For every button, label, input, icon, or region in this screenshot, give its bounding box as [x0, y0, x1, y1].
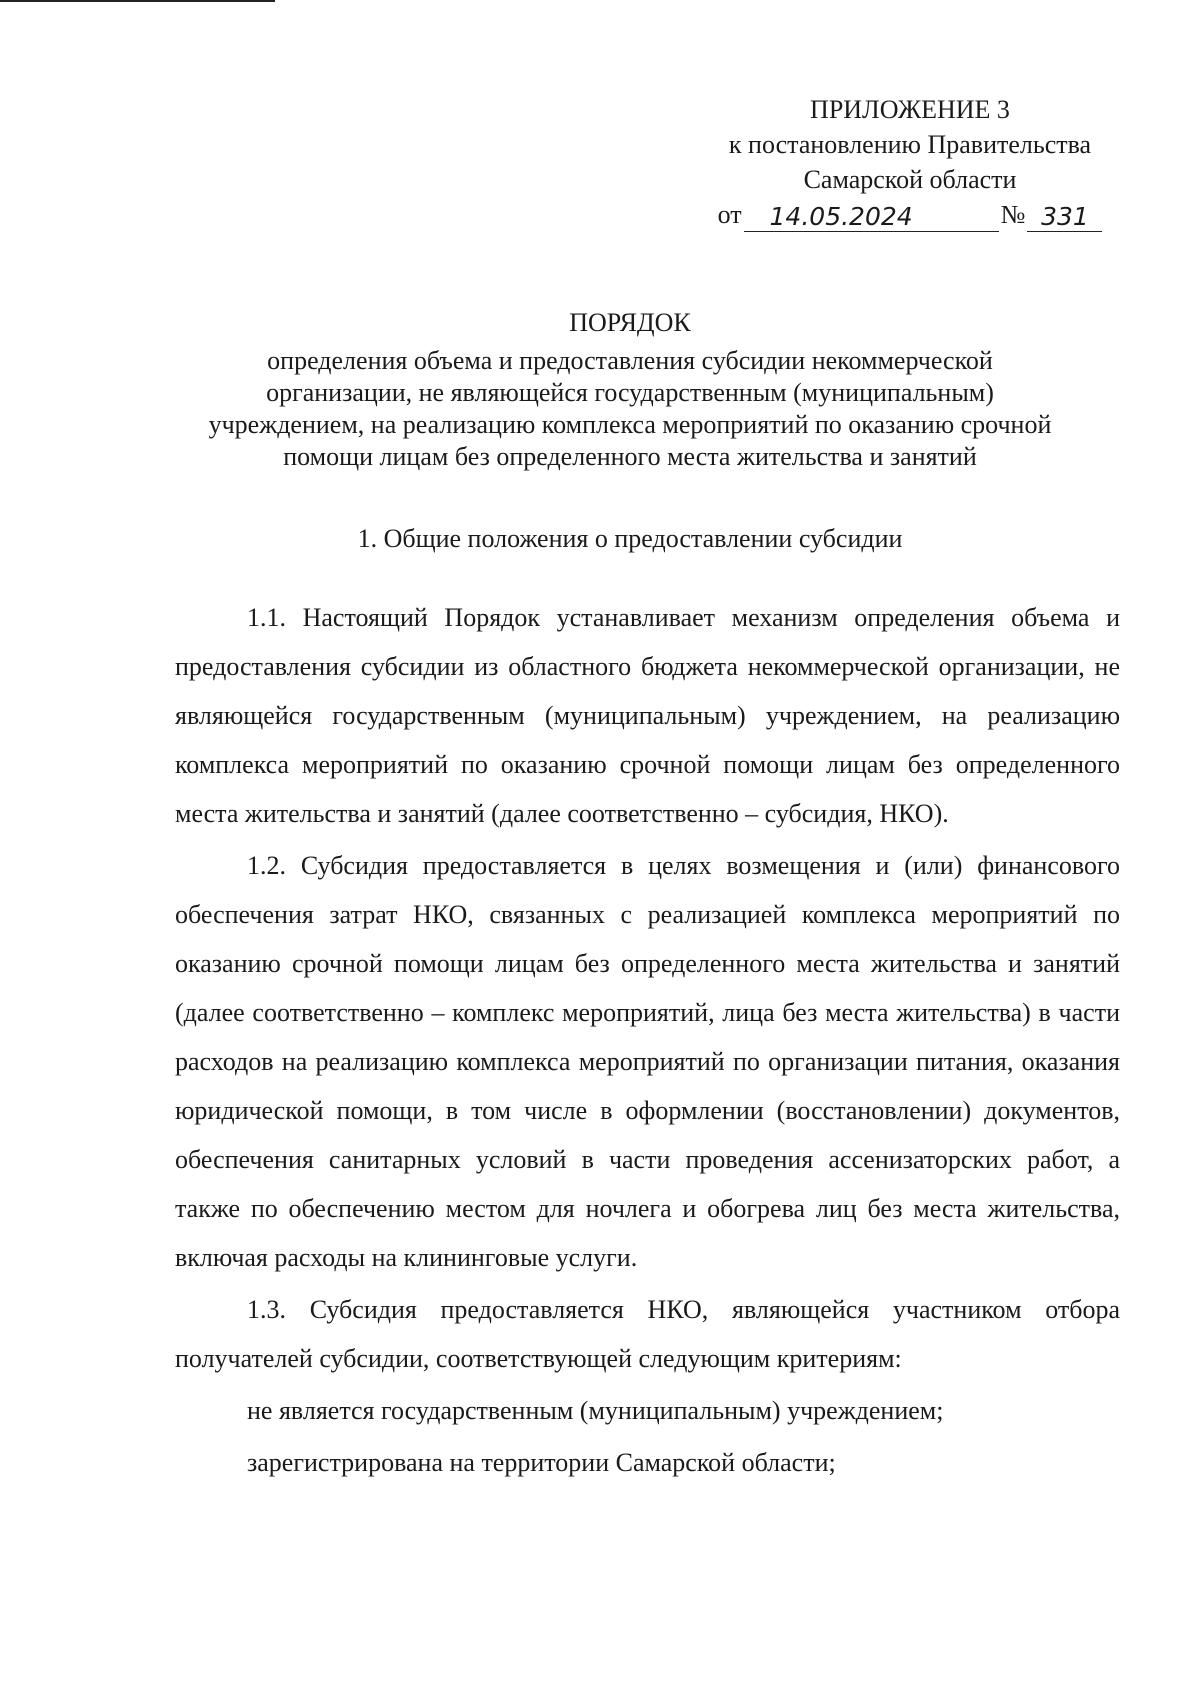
appendix-title: ПРИЛОЖЕНИЕ 3: [810, 95, 1010, 124]
title-line: определения объема и предоставления субсидии некоммерческой: [267, 346, 993, 375]
paragraph-1-2: 1.2. Субсидия предоставляется в целях возмещения и (или) финансового обеспечения затрат НКО, связанных с реализацией комплекса мероприятий по оказанию срочной помощи лицам без определенного места жительства и занятий (далее соответственно – комплекс мероприятий, лица без места жительства) в части расходов на реализацию комплекса мероприятий по организации питания, оказания юридической помощи, в том числе в оформлении (восстановлении) документов, обеспечения санитарных условий в части проведения ассенизаторских работ, а также по обеспечению местом для ночлега и обогрева лиц без места жительства, включая расходы на клининговые услуги.: [175, 851, 1120, 1272]
title-line: помощи лицам без определенного места жительства и занятий: [283, 442, 977, 471]
top-rule: [0, 0, 275, 2]
document-body: [175, 593, 1120, 1487]
document-title: [160, 307, 1100, 473]
title-line: организации, не являющейся государственным (муниципальным): [266, 378, 994, 407]
appendix-date-line: [690, 197, 1130, 232]
title-line: учреждением, на реализацию комплекса мероприятий по оказанию срочной: [208, 410, 1052, 439]
title-heading: ПОРЯДОК: [569, 308, 691, 337]
appendix-line-2: Самарской области: [803, 165, 1017, 194]
criterion-item: не является государственным (муниципальным) учреждением;: [247, 1396, 944, 1425]
appendix-line-1: к постановлению Правительства: [728, 130, 1092, 159]
handwritten-date: 14.05.2024: [744, 203, 999, 232]
appendix-block: [690, 92, 1130, 232]
paragraph-1-3: 1.3. Субсидия предоставляется НКО, являющейся участником отбора получателей субсидии, соответствующей следующим критериям:: [175, 1295, 1120, 1373]
date-prefix: от: [717, 200, 742, 229]
paragraph-1-1: 1.1. Настоящий Порядок устанавливает механизм определения объема и предоставления субсидии из областного бюджета некоммерческой организации, не являющейся государственным (муниципальным) учреждением, на реализацию комплекса мероприятий по оказанию срочной помощи лицам без определенного места жительства и занятий (далее соответственно – субсидия, НКО).: [175, 603, 1120, 828]
handwritten-number: 331: [1027, 203, 1102, 232]
section-heading: 1. Общие положения о предоставлении субсидии: [357, 524, 903, 553]
criterion-item: зарегистрирована на территории Самарской области;: [247, 1448, 836, 1477]
number-prefix: №: [1000, 200, 1026, 229]
